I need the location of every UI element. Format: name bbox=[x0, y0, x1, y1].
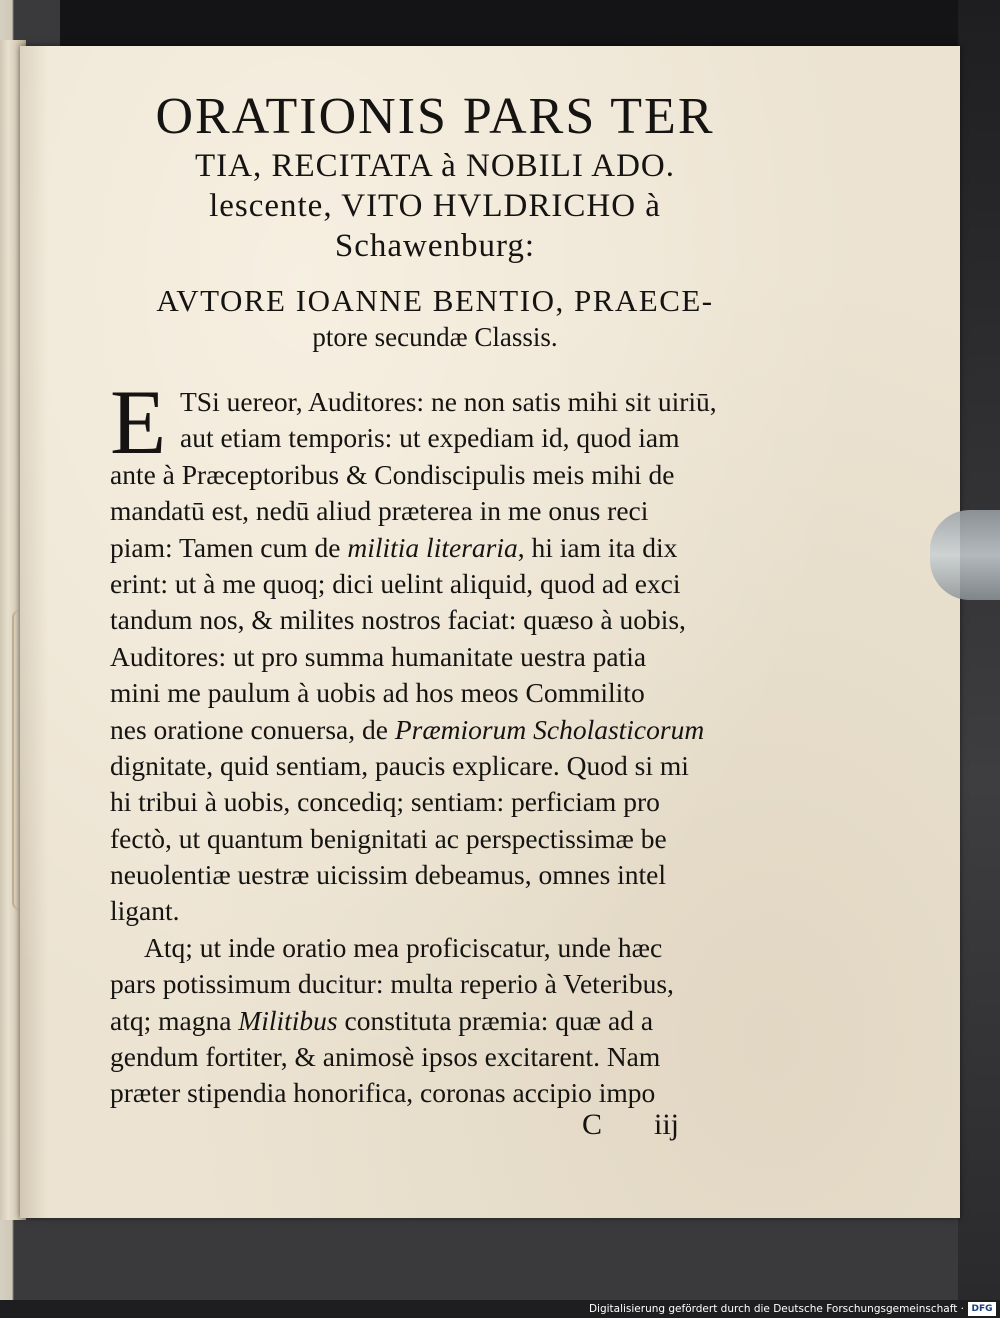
title-block bbox=[110, 88, 760, 266]
text-line: fectò, ut quantum benignitati ac perspectissimæ be bbox=[110, 822, 667, 854]
signature-numeral: iij bbox=[654, 1108, 680, 1141]
author-line-2: ptore secundæ Classis. bbox=[312, 322, 558, 352]
text-line: mini me paulum à uobis ad hos meos Commilito bbox=[110, 677, 645, 709]
title-line-4: Schawenburg: bbox=[334, 228, 536, 264]
text-line: Auditores: ut pro summa humanitate uestra patia bbox=[110, 640, 647, 672]
body-text bbox=[110, 371, 760, 1112]
text-line: neuolentiæ uestræ uicissim debeamus, omnes intel bbox=[110, 859, 667, 891]
dfg-logo: DFG bbox=[968, 1302, 996, 1316]
italic-phrase: Præmiorum Scholasticorum bbox=[394, 713, 705, 745]
scan-top-shadow bbox=[60, 0, 1000, 48]
title-line-2: TIA, RECITATA à NOBILI ADO. bbox=[195, 148, 675, 184]
title-line-1: ORATIONIS PARS TER bbox=[155, 88, 715, 145]
page-content bbox=[110, 88, 760, 1112]
signature-mark bbox=[582, 1108, 731, 1142]
text-line: ante à Præceptoribus & Condiscipulis meis mihi de bbox=[110, 458, 675, 490]
text-line bbox=[110, 712, 760, 748]
signature-letter: C bbox=[582, 1108, 603, 1141]
text-line: pars potissimum ducitur: multa reperio à Veteribus, bbox=[110, 968, 674, 1000]
title-line-3: lescente, VITO HVLDRICHO à bbox=[209, 188, 661, 224]
italic-phrase: Militibus bbox=[238, 1004, 338, 1036]
text-line-lead: piam: Tamen cum de bbox=[110, 531, 348, 563]
drop-capital: E bbox=[110, 371, 167, 473]
text-line-tail: , hi iam ita dix bbox=[517, 531, 678, 563]
text-line-lead: atq; magna bbox=[110, 1004, 239, 1036]
text-line bbox=[110, 1003, 760, 1039]
scan-right-shadow bbox=[958, 0, 1000, 1300]
text-line-tail: constituta præmia: quæ ad a bbox=[337, 1004, 654, 1036]
text-line bbox=[110, 530, 760, 566]
text-line: gendum fortiter, & animosè ipsos excitarent. Nam bbox=[110, 1041, 661, 1073]
text-line: ligant. bbox=[110, 895, 180, 927]
text-line-lead: nes oratione conuersa, de bbox=[110, 713, 395, 745]
page-clip-tab bbox=[930, 510, 1000, 600]
text-line: tandum nos, & milites nostros faciat: quæso à uobis, bbox=[110, 604, 686, 636]
author-block bbox=[110, 282, 760, 354]
author-line-1: AVTORE IOANNE BENTIO, PRAECE- bbox=[156, 283, 714, 318]
text-line: dignitate, quid sentiam, paucis explicare. Quod si mi bbox=[110, 749, 689, 781]
text-line: TSi uereor, Auditores: ne non satis mihi sit uiriū, bbox=[180, 386, 717, 417]
text-line: Atq; ut inde oratio mea proficiscatur, unde hæc bbox=[144, 931, 663, 963]
text-line: præter stipendia honorifica, coronas accipio impo bbox=[110, 1077, 656, 1109]
text-line: mandatū est, nedū aliud præterea in me onus reci bbox=[110, 495, 649, 527]
text-line: hi tribui à uobis, concediq; sentiam: perficiam pro bbox=[110, 786, 660, 818]
text-line: aut etiam temporis: ut expediam id, quod iam bbox=[180, 422, 680, 454]
text-line: erint: ut à me quoq; dici uelint aliquid, quod ad exci bbox=[110, 567, 681, 599]
funding-credit: Digitalisierung gefördert durch die Deutsche Forschungsgemeinschaft · bbox=[588, 1303, 964, 1315]
italic-phrase: militia literaria bbox=[347, 531, 518, 563]
